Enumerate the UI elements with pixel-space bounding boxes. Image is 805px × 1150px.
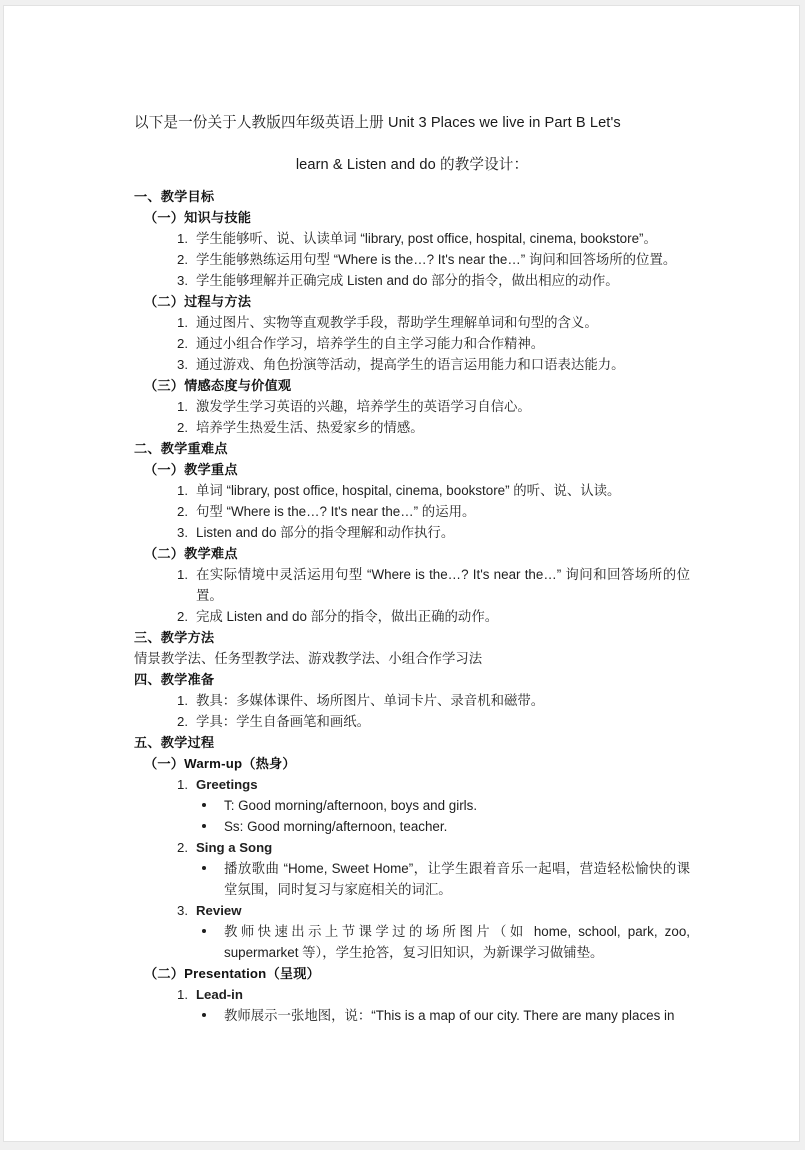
list-item [177,522,690,543]
list-marker: 2. [177,336,188,351]
list-item-text: 完成 Listen and do 部分的指令，做出正确的动作。 [196,609,499,624]
list-marker: 2. [177,609,188,624]
bullet-dot-icon [202,866,206,870]
list-item [177,837,690,858]
subsection-heading: （一）知识与技能 [144,210,252,225]
list-item [177,711,690,732]
section-heading: 四、教学准备 [134,672,215,687]
bullet-list [134,795,690,837]
list-item-text: 学生能够听、说、认读单词 “library, post office, hospital, cinema, bookstore”。 [196,231,657,246]
bullet-item [224,1005,690,1026]
section-heading: 一、教学目标 [134,189,215,204]
subsection-heading: （二）过程与方法 [144,294,252,309]
list-item [177,354,690,375]
list-item-text: 学具：学生自备画笔和画纸。 [196,714,371,729]
list-item [177,900,690,921]
list-marker: 2. [177,252,188,267]
list-item-text: 通过游戏、角色扮演等活动，提高学生的语言运用能力和口语表达能力。 [196,357,625,372]
list-item-text: Lead-in [196,987,243,1002]
list-item-text: Review [196,903,242,918]
list-item [177,396,690,417]
bullet-item-text: 播放歌曲 “Home, Sweet Home”，让学生跟着音乐一起唱，营造轻松愉快的课堂氛围，同时复习与家庭相关的词汇。 [224,861,690,897]
list-item-text: 学生能够熟练运用句型 “Where is the…? It's near the…” 询问和回答场所的位置。 [196,252,677,267]
list-item [177,690,690,711]
bullet-list [134,858,690,900]
list-item-text: 通过小组合作学习，培养学生的自主学习能力和合作精神。 [196,336,545,351]
list-item [177,270,690,291]
bullet-dot-icon [202,824,206,828]
list-item-text: 句型 “Where is the…? It's near the…” 的运用。 [196,504,476,519]
numbered-list [134,396,690,438]
list-item [177,249,690,270]
section-body-text: 情景教学法、任务型教学法、游戏教学法、小组合作学习法 [134,651,483,666]
subsection-heading: （三）情感态度与价值观 [144,378,292,393]
bullet-item [224,816,690,837]
numbered-list [134,312,690,375]
list-marker: 2. [177,504,188,519]
list-item-text: 单词 “library, post office, hospital, cinema, bookstore” 的听、说、认读。 [196,483,621,498]
list-item-text: 教具：多媒体课件、场所图片、单词卡片、录音机和磁带。 [196,693,545,708]
list-marker: 2. [177,420,188,435]
bullet-item-text: Ss: Good morning/afternoon, teacher. [224,819,448,834]
bullet-dot-icon [202,1013,206,1017]
subsection-heading: （二）教学难点 [144,546,238,561]
bullet-dot-icon [202,929,206,933]
list-marker: 3. [177,903,188,918]
bullet-item [224,921,690,963]
list-item-text: 在实际情境中灵活运用句型 “Where is the…? It's near the…” 询问和回答场所的位置。 [196,567,690,603]
document-page [3,5,800,1142]
bullet-item [224,858,690,900]
list-item-text: 培养学生热爱生活、热爱家乡的情感。 [196,420,424,435]
list-marker: 2. [177,840,188,855]
list-item-text: Greetings [196,777,258,792]
bullet-item [224,795,690,816]
list-marker: 1. [177,693,188,708]
subsection-heading: （一）教学重点 [144,462,238,477]
numbered-list [134,984,690,1026]
bullet-list [134,921,690,963]
list-marker: 1. [177,987,188,1002]
numbered-list [134,564,690,627]
list-marker: 3. [177,525,188,540]
title-line-1: 以下是一份关于人教版四年级英语上册 Unit 3 Places we live in Part B Let's [134,115,621,131]
numbered-list [134,774,690,963]
subsection-heading: （一）Warm-up（热身） [144,756,296,771]
list-item [177,228,690,249]
numbered-list [134,228,690,291]
title-line-2: learn & Listen and do 的教学设计： [295,157,529,173]
list-item-text: 激发学生学习英语的兴趣，培养学生的英语学习自信心。 [196,399,531,414]
list-item [177,333,690,354]
list-item [177,312,690,333]
list-marker: 2. [177,714,188,729]
list-item [177,480,690,501]
subsection-heading: （二）Presentation（呈现） [144,966,320,981]
numbered-list [134,480,690,543]
list-marker: 1. [177,483,188,498]
section-heading: 五、教学过程 [134,735,215,750]
list-marker: 1. [177,315,188,330]
list-marker: 1. [177,777,188,792]
list-item [177,417,690,438]
document-body [134,186,690,1026]
list-marker: 1. [177,567,188,582]
section-heading: 二、教学重难点 [134,441,228,456]
list-marker: 3. [177,357,188,372]
bullet-item-text: 教师展示一张地图，说：“This is a map of our city. There are many places in [224,1008,675,1023]
list-item-text: Sing a Song [196,840,273,855]
bullet-item-text: 教师快速出示上节课学过的场所图片（如 home, school, park, zoo, supermarket 等），学生抢答，复习旧知识，为新课学习做铺垫。 [224,924,690,960]
list-item-text: 学生能够理解并正确完成 Listen and do 部分的指令，做出相应的动作。 [196,273,619,288]
section-heading: 三、教学方法 [134,630,215,645]
page-title [134,102,690,186]
bullet-item-text: T: Good morning/afternoon, boys and girls. [224,798,478,813]
list-marker: 3. [177,273,188,288]
bullet-dot-icon [202,803,206,807]
list-item-text: Listen and do 部分的指令理解和动作执行。 [196,525,455,540]
list-item [177,501,690,522]
list-item [177,774,690,795]
list-item [177,984,690,1005]
bullet-list [134,1005,690,1026]
document-content [134,102,690,1026]
list-marker: 1. [177,399,188,414]
list-item [177,564,690,606]
list-item [177,606,690,627]
list-marker: 1. [177,231,188,246]
list-item-text: 通过图片、实物等直观教学手段，帮助学生理解单词和句型的含义。 [196,315,598,330]
numbered-list [134,690,690,732]
